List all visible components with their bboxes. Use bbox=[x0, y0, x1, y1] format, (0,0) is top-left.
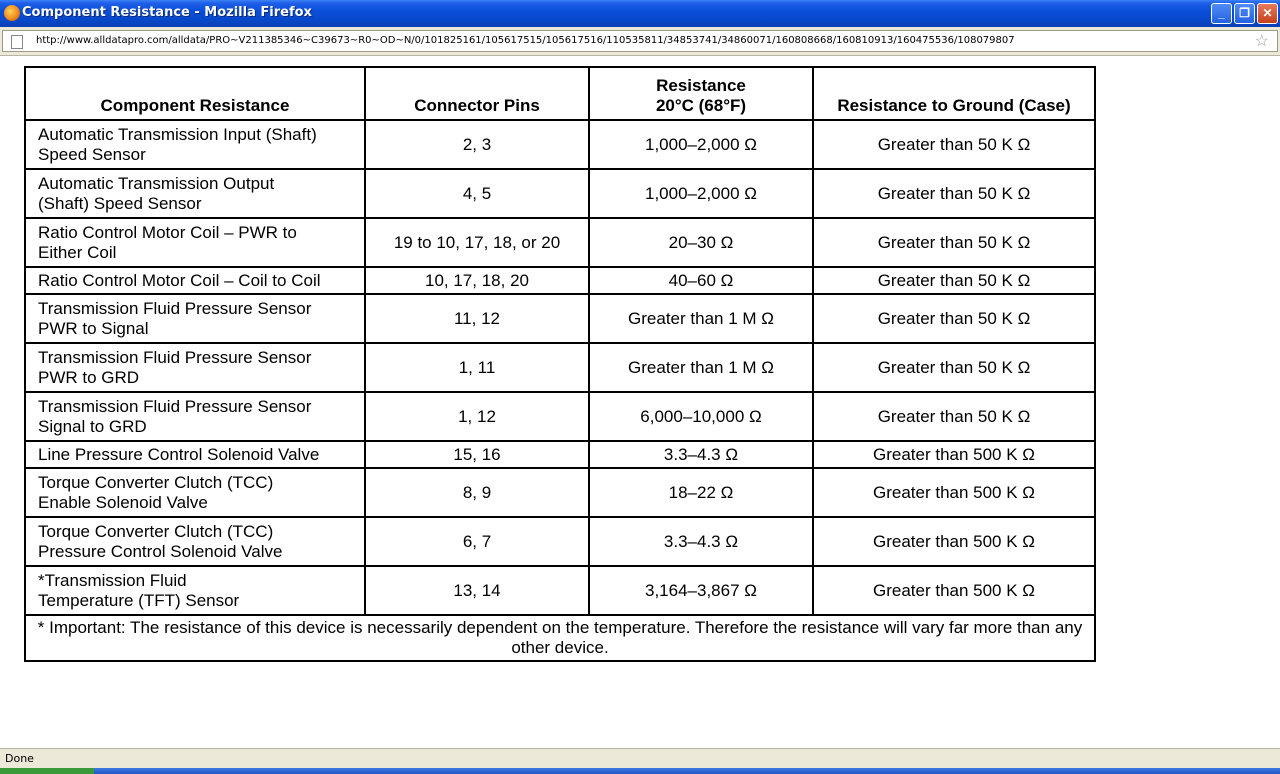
pins-cell: 1, 12 bbox=[365, 392, 589, 441]
table-note-row bbox=[25, 615, 1095, 661]
ground-cell: Greater than 500 K Ω bbox=[813, 566, 1095, 615]
table-row bbox=[25, 441, 1095, 468]
ground-cell: Greater than 50 K Ω bbox=[813, 294, 1095, 343]
url-field[interactable] bbox=[2, 30, 1278, 52]
component-line2: PWR to Signal bbox=[38, 318, 149, 338]
component-cell bbox=[25, 468, 365, 517]
resistance-cell: 6,000–10,000 Ω bbox=[589, 392, 813, 441]
page-icon bbox=[11, 35, 23, 49]
resistance-cell: 3.3–4.3 Ω bbox=[589, 517, 813, 566]
table-row bbox=[25, 294, 1095, 343]
ground-cell: Greater than 500 K Ω bbox=[813, 517, 1095, 566]
status-text: Done bbox=[5, 752, 34, 765]
ground-cell: Greater than 50 K Ω bbox=[813, 120, 1095, 169]
table-row bbox=[25, 120, 1095, 169]
resistance-cell: Greater than 1 M Ω bbox=[589, 343, 813, 392]
ground-cell: Greater than 50 K Ω bbox=[813, 169, 1095, 218]
component-line2: Speed Sensor bbox=[38, 144, 146, 164]
pins-cell: 11, 12 bbox=[365, 294, 589, 343]
status-bar bbox=[0, 748, 1280, 769]
component-line2: PWR to GRD bbox=[38, 367, 140, 387]
pins-cell: 2, 3 bbox=[365, 120, 589, 169]
ground-cell: Greater than 50 K Ω bbox=[813, 267, 1095, 294]
component-cell bbox=[25, 120, 365, 169]
component-line2: Signal to GRD bbox=[38, 416, 147, 436]
resistance-cell: 1,000–2,000 Ω bbox=[589, 169, 813, 218]
title-bar bbox=[0, 0, 1280, 27]
table-row bbox=[25, 218, 1095, 267]
component-line1: Transmission Fluid Pressure Sensor bbox=[38, 298, 312, 318]
component-line2: Pressure Control Solenoid Valve bbox=[38, 541, 283, 561]
component-line1: Transmission Fluid Pressure Sensor bbox=[38, 347, 312, 367]
component-cell bbox=[25, 343, 365, 392]
component-line2: Either Coil bbox=[38, 242, 117, 262]
component-line1: Transmission Fluid Pressure Sensor bbox=[38, 396, 312, 416]
component-line1: Automatic Transmission Input (Shaft) bbox=[38, 124, 317, 144]
ground-cell: Greater than 500 K Ω bbox=[813, 468, 1095, 517]
header-component: Component Resistance bbox=[25, 67, 365, 120]
firefox-icon bbox=[4, 5, 20, 21]
component-line2: (Shaft) Speed Sensor bbox=[38, 193, 202, 213]
ground-cell: Greater than 50 K Ω bbox=[813, 392, 1095, 441]
header-resistance-line2: 20°C (68°F) bbox=[655, 96, 747, 115]
maximize-button[interactable]: ❐ bbox=[1234, 3, 1255, 24]
component-cell bbox=[25, 218, 365, 267]
table-row bbox=[25, 392, 1095, 441]
table-row bbox=[25, 343, 1095, 392]
component-cell bbox=[25, 294, 365, 343]
pins-cell: 1, 11 bbox=[365, 343, 589, 392]
table-row bbox=[25, 517, 1095, 566]
component-cell bbox=[25, 517, 365, 566]
component-cell: Line Pressure Control Solenoid Valve bbox=[25, 441, 365, 468]
resistance-cell: Greater than 1 M Ω bbox=[589, 294, 813, 343]
component-cell bbox=[25, 392, 365, 441]
resistance-cell: 40–60 Ω bbox=[589, 267, 813, 294]
ground-cell: Greater than 50 K Ω bbox=[813, 343, 1095, 392]
pins-cell: 19 to 10, 17, 18, or 20 bbox=[365, 218, 589, 267]
header-resistance-line1: Resistance bbox=[656, 76, 746, 95]
table-note: * Important: The resistance of this device is necessarily dependent on the temperature. Therefore the resistance will vary far more than any other device. bbox=[25, 615, 1095, 661]
url-text[interactable]: http://www.alldatapro.com/alldata/PRO~V211385346~C39673~R0~OD~N/0/101825161/105617515/105617516/110535811/34853741/34860071/160808668/160810913/160475536/108079807 bbox=[36, 35, 1015, 46]
pins-cell: 8, 9 bbox=[365, 468, 589, 517]
minimize-button[interactable]: _ bbox=[1211, 3, 1232, 24]
ground-cell: Greater than 500 K Ω bbox=[813, 441, 1095, 468]
header-ground: Resistance to Ground (Case) bbox=[813, 67, 1095, 120]
table-row bbox=[25, 267, 1095, 294]
resistance-cell: 3.3–4.3 Ω bbox=[589, 441, 813, 468]
component-line1: *Transmission Fluid bbox=[38, 570, 187, 590]
component-line1: Torque Converter Clutch (TCC) bbox=[38, 521, 274, 541]
header-pins: Connector Pins bbox=[365, 67, 589, 120]
component-line1: Automatic Transmission Output bbox=[38, 173, 275, 193]
address-bar bbox=[0, 27, 1280, 56]
window-title: Component Resistance - Mozilla Firefox bbox=[22, 5, 312, 20]
table-row bbox=[25, 468, 1095, 517]
ground-cell: Greater than 50 K Ω bbox=[813, 218, 1095, 267]
component-line1: Ratio Control Motor Coil – PWR to bbox=[38, 222, 297, 242]
pins-cell: 10, 17, 18, 20 bbox=[365, 267, 589, 294]
header-resistance bbox=[589, 67, 813, 120]
component-cell bbox=[25, 566, 365, 615]
component-line1: Torque Converter Clutch (TCC) bbox=[38, 472, 274, 492]
component-cell bbox=[25, 169, 365, 218]
taskbar bbox=[0, 768, 1280, 774]
component-line2: Temperature (TFT) Sensor bbox=[38, 590, 240, 610]
table-header-row bbox=[25, 67, 1095, 120]
start-button[interactable] bbox=[0, 768, 94, 774]
pins-cell: 4, 5 bbox=[365, 169, 589, 218]
component-line2: Enable Solenoid Valve bbox=[38, 492, 208, 512]
pins-cell: 13, 14 bbox=[365, 566, 589, 615]
resistance-cell: 3,164–3,867 Ω bbox=[589, 566, 813, 615]
resistance-table bbox=[24, 66, 1096, 662]
pins-cell: 15, 16 bbox=[365, 441, 589, 468]
bookmark-star-icon[interactable]: ☆ bbox=[1254, 33, 1269, 50]
resistance-cell: 1,000–2,000 Ω bbox=[589, 120, 813, 169]
table-row bbox=[25, 566, 1095, 615]
pins-cell: 6, 7 bbox=[365, 517, 589, 566]
component-cell: Ratio Control Motor Coil – Coil to Coil bbox=[25, 267, 365, 294]
page-content bbox=[0, 56, 1280, 748]
resistance-cell: 18–22 Ω bbox=[589, 468, 813, 517]
close-button[interactable]: ✕ bbox=[1257, 3, 1278, 24]
table-row bbox=[25, 169, 1095, 218]
resistance-cell: 20–30 Ω bbox=[589, 218, 813, 267]
